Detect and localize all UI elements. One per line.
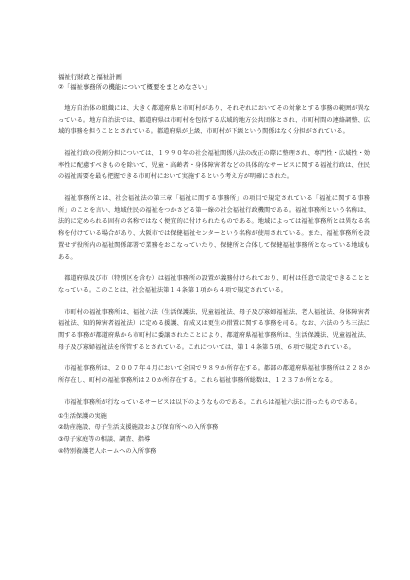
paragraph-establishment-obligation: 都道府県及び市（特別区を含む）は福祉事務所の設置が義務付けられており、町村は任意で設定できることとなっている。このことは、社会福祉法第１４条第１項から４項で規定されている。 (58, 275, 370, 294)
list-item: ①生活保護の実施 (58, 412, 107, 420)
document-heading: 福祉行財政と福祉計画 (58, 73, 122, 81)
paragraph-office-counts: 市福祉事務所は、２００７年４月において全国で９８９か所存在する。都部の都道府県福祉事務所は２２８か所存在し、町村の福祉事務所は２０か所存在する。これら福祉事務所総数は、１２３７か所となる。 (58, 365, 370, 385)
services-list (58, 411, 370, 458)
paragraph-municipal-office-duties: 市町村の福祉事務所は、福祉六法（生活保護法、児童福祉法、母子及び寡婦福祉法、老人福祉法、身体障害者福祉法、知的障害者福祉法）に定める援護、育成又は更生の措置に関する事務を司る。なお、六法のうち三法に関する事務が都道府県から市町村に委譲されたことにより、都道府県福祉事務所は、生活保護法、児童福祉法、母子及び寡婦福祉法を所管するとされている。これについては、第１４条第５項、６項で規定されている。 (58, 308, 370, 351)
paragraph-role-division: 福祉行政の役割分担については、１９９０年の社会福祉関係八法の改正の際に整理され、専門性・広域性・効率性に配慮すべきものを除いて、児童・高齢者・身体障害者などの具体的なサービスに関する福祉行政は、住民の福祉需要を最も把握できる市町村において実施するという考え方が明確にされた。 (58, 149, 370, 181)
paragraph-welfare-office-definition: 福祉事務所とは、社会福祉法の第三章「福祉に関する事務所」の項目で規定されている「福祉に関する事務所」のことを言い、地域住民の福祉をつかさどる第一線の社会福祉行政機関である。福祉事務所という名称は、法的に定められる固有の名称ではなく便宜的に付けられたものである。地域によっては福祉事務所とは異なる名称を付けている場合があり、大阪市では保健福祉センターという名称が使用されている。また、福祉事務所を設置せず役所内の福祉関係部署で業務をおこなっていたり、保健所と合体して保健福祉事務所となっている地域もある。 (58, 195, 370, 261)
paragraph-local-government: 地方自治体の組織には、大きく都道府県と市町村があり、それぞれにおいてその対象とする事務の範囲が異なっている。地方自治法では、都道府県は市町村を包括する広域的地方公共団体とされ、市町村間の連絡調整、広域的事務を担うこととされている。都道府県が上級、市町村が下級という関係はなく分担がされている。 (58, 104, 370, 136)
list-item: ④特別養護老人ホームへの入所事務 (58, 447, 157, 455)
paragraph-services-intro: 市福祉事務所が行なっているサービスは以下のようなものである。これらは福祉六法に沿ったものである。 (64, 398, 362, 406)
list-item: ③母子家庭等の相談、調査、指導 (58, 435, 151, 443)
document-subheading: ②「福祉事務所の機能について概要をまとめなさい」 (58, 83, 211, 92)
list-item: ②助産施設、母子生活支援施設および保育所への入所事務 (58, 424, 219, 432)
